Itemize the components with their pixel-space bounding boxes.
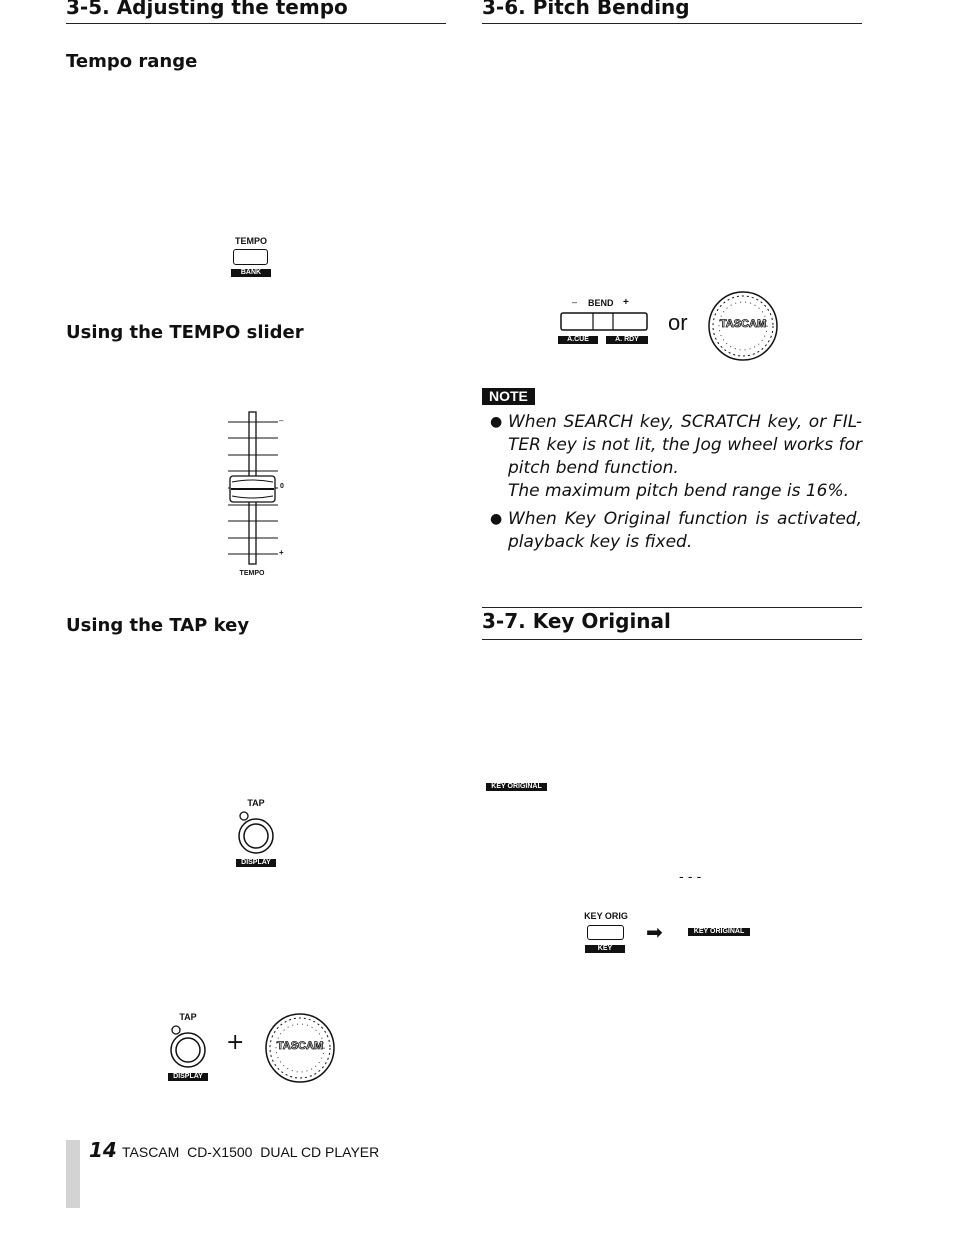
slider-minus: – [279,416,284,425]
slider-plus: + [279,548,284,557]
bend-button-pair [560,312,648,332]
tap2-button-sublabel: DISPLAY [168,1073,208,1081]
key-orig-button-sublabel: KEY [585,945,625,953]
tap-button-illustration [232,796,280,870]
jog-wheel-illustration-left [264,1012,336,1084]
jog-brand-left: TASCAM [276,1040,324,1052]
slider-graphic [222,408,302,573]
key-original-indicator-2: KEY ORIGINAL [688,928,750,936]
section-title-pitch: 3-6. Pitch Bending [482,0,690,19]
note-badge: NOTE [482,388,535,405]
tempo-button [233,249,268,265]
key-orig-button-label: KEY ORIG [584,911,628,921]
footer-brand: TASCAM CD-X1500 DUAL CD PLAYER [122,1144,380,1160]
key-original-indicator: KEY ORIGINAL [486,783,547,791]
or-text: or [668,310,688,335]
key-orig-button [587,925,624,940]
tap-button-label: TAP [247,798,265,808]
tempo-button-illustration [226,236,276,280]
tempo-button-label: TEMPO [234,236,267,246]
bend-label: BEND [588,298,614,308]
note-item [482,411,862,503]
footer-bar [66,1140,80,1208]
tap-button-illustration-2 [164,1010,212,1084]
slider-label: TEMPO [239,570,265,577]
tap2-button-icon [164,1020,212,1072]
note-text-2: The maximum pitch bend range is 16%. [508,481,850,501]
tap-button-sublabel: DISPLAY [236,859,276,867]
note-item [482,508,862,554]
section-title-tempo: 3-5. Adjusting the tempo [66,0,348,19]
tempo-slider-illustration [222,408,302,583]
section-rule [482,639,862,640]
key-orig-button-illustration [580,911,632,955]
section-rule-top [482,607,862,608]
bend-minus: – [572,297,578,307]
note-text: When Key Original function is activated, playback key is fixed. [508,509,862,552]
rdy-label: A. RDY [606,336,648,344]
tap-button-icon [232,806,280,858]
tap2-button-label: TAP [179,1012,197,1022]
section-title-key-original: 3-7. Key Original [482,609,671,633]
note-text: When SEARCH key, SCRATCH key, or FIL-TER key is not lit, the Jog wheel works for pitch bend function. [508,412,862,478]
heading-tap-key: Using the TAP key [66,615,250,636]
section-rule [482,23,862,24]
jog-wheel-illustration-right [707,290,779,362]
jog-brand-right: TASCAM [719,318,767,330]
arrow-right-icon: ➡ [646,920,663,944]
section-rule [66,23,446,24]
bend-buttons-illustration [556,296,652,346]
tempo-button-sublabel: BANK [231,269,271,277]
cue-label: A.CUE [558,336,598,344]
heading-tempo-range: Tempo range [66,51,198,72]
slider-zero: 0 [280,483,284,490]
dashes-display: - - - [679,870,702,885]
bullet-icon: ● [490,414,503,430]
page-number: 14 [89,1138,117,1162]
note-list [482,411,862,559]
heading-tempo-slider: Using the TEMPO slider [66,322,304,343]
bend-plus: + [623,297,629,308]
plus-sign: + [226,1030,245,1055]
bullet-icon: ● [490,511,503,527]
